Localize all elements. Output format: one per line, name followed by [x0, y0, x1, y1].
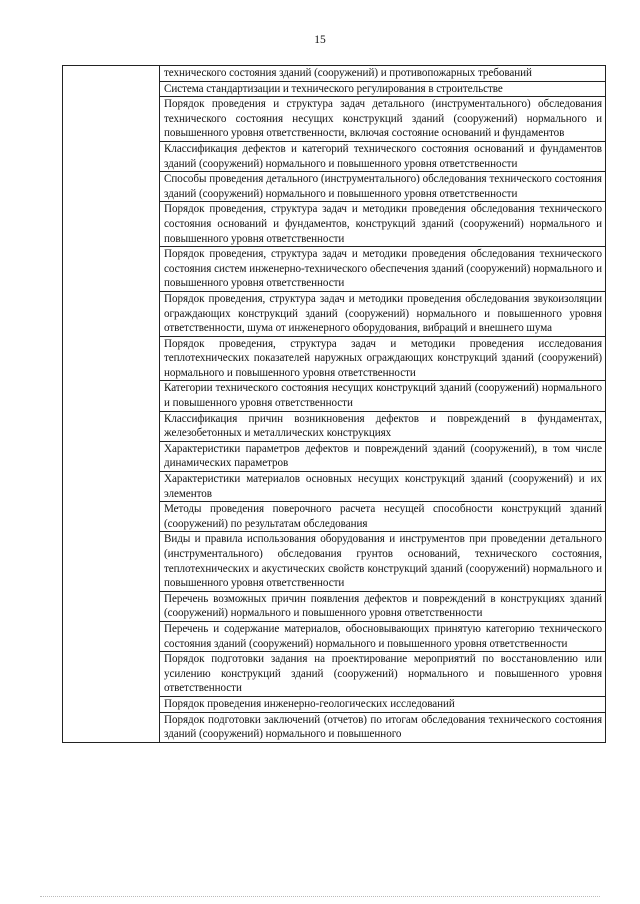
- table-cell: [160, 381, 606, 411]
- table-cell-text: Порядок подготовки задания на проектирование мероприятий по восстановлению или усилению конструкций зданий (сооружений) нормального и повышенного уровня ответственности: [164, 653, 602, 695]
- page-number: 15: [314, 34, 326, 46]
- table-cell: [160, 652, 606, 697]
- table-cell: [160, 532, 606, 591]
- table-cell: [160, 336, 606, 381]
- table-cell-text: Виды и правила использования оборудования и инструментов при проведении детального (инструментального) обследования грунтов оснований, технического состояния, теплотехнических и акустических свойств конструкций зданий (сооружений) нормального и повышенного уровня ответственности: [164, 533, 602, 590]
- table-cell-text: Классификация причин возникновения дефектов и повреждений в фундаментах, железобетонных и металлических конструкциях: [164, 412, 602, 440]
- table-cell: [160, 472, 606, 502]
- table-cell-text: Категории технического состояния несущих конструкций зданий (сооружений) нормального и повышенного уровня ответственности: [164, 382, 602, 410]
- table-cell: [160, 202, 606, 247]
- table-cell-text: Классификация дефектов и категорий технического состояния оснований и фундаментов зданий (сооружений) нормального и повышенного уровня ответственности: [164, 142, 602, 170]
- table-left-column-cell: [63, 66, 160, 743]
- table-cell-text: Порядок проведения инженерно-геологических исследований: [164, 697, 455, 710]
- table-cell: [160, 411, 606, 441]
- scan-edge-line: [40, 896, 600, 897]
- table-cell: [160, 66, 606, 82]
- table-cell: [160, 81, 606, 97]
- table-cell-text: Способы проведения детального (инструментального) обследования технического состояния зданий (сооружений) нормального и повышенного уровня ответственности: [164, 173, 602, 200]
- table-cell: [160, 247, 606, 292]
- table-cell-text: Характеристики параметров дефектов и повреждений зданий (сооружений), в том числе динамических параметров: [164, 442, 602, 470]
- table-cell-text: технического состояния зданий (сооружений) и противопожарных требований: [164, 67, 532, 79]
- table-cell: [160, 696, 606, 712]
- table-cell: [160, 621, 606, 651]
- table-cell-text: Порядок проведения, структура задач и методики проведения исследования теплотехнических показателей наружных ограждающих конструкций зданий (сооружений) нормального и повышенного уровня ответственности: [164, 337, 602, 379]
- table-cell-text: Перечень возможных причин появления дефектов и повреждений в конструкциях зданий (сооружений) нормального и повышенного уровня ответственности: [164, 592, 602, 620]
- table-cell-text: Порядок проведения и структура задач детального (инструментального) обследования технического состояния несущих конструкций зданий (сооружений) нормального и повышенного уровня ответственности, включая состояние оснований и фундаментов: [164, 98, 602, 140]
- table-cell: [160, 591, 606, 621]
- table-cell-text: Порядок подготовки заключений (отчетов) по итогам обследования технического состояния зданий (сооружений) нормального и повышенного: [164, 713, 602, 741]
- table-cell: [160, 291, 606, 336]
- table-cell-text: Характеристики материалов основных несущих конструкций зданий (сооружений) и их элементов: [164, 473, 602, 500]
- table-cell-text: Порядок проведения, структура задач и методики проведения обследования звукоизоляции ограждающих конструкций зданий (сооружений) нормального и повышенного уровня ответственности, шума от инженерного оборудования, вибраций и внешнего шума: [164, 292, 602, 335]
- table-cell-text: Система стандартизации и технического регулирования в строительстве: [164, 82, 503, 95]
- table-cell: [160, 441, 606, 471]
- table-cell: [160, 172, 606, 202]
- table-cell: [160, 97, 606, 142]
- table-cell-text: Порядок проведения, структура задач и методики проведения обследования технического состояния систем инженерно-технического обеспечения зданий (сооружений) нормального и повышенного уровня ответственности: [164, 248, 602, 290]
- table-cell-text: Методы проведения поверочного расчета несущей способности конструкций зданий (сооружений) по результатам обследования: [164, 503, 602, 530]
- table-cell-text: Перечень и содержание материалов, обосновывающих принятую категорию технического состояния зданий (сооружений) нормального и повышенного уровня ответственности: [164, 622, 602, 650]
- table-cell-text: Порядок проведения, структура задач и методики проведения обследования технического состояния оснований и фундаментов, конструкций зданий (сооружений) нормального и повышенного уровня ответственности: [164, 203, 602, 245]
- table-row: [63, 66, 606, 82]
- table-cell: [160, 502, 606, 532]
- knowledge-table: [62, 65, 606, 743]
- table-cell: [160, 141, 606, 171]
- table-cell: [160, 712, 606, 742]
